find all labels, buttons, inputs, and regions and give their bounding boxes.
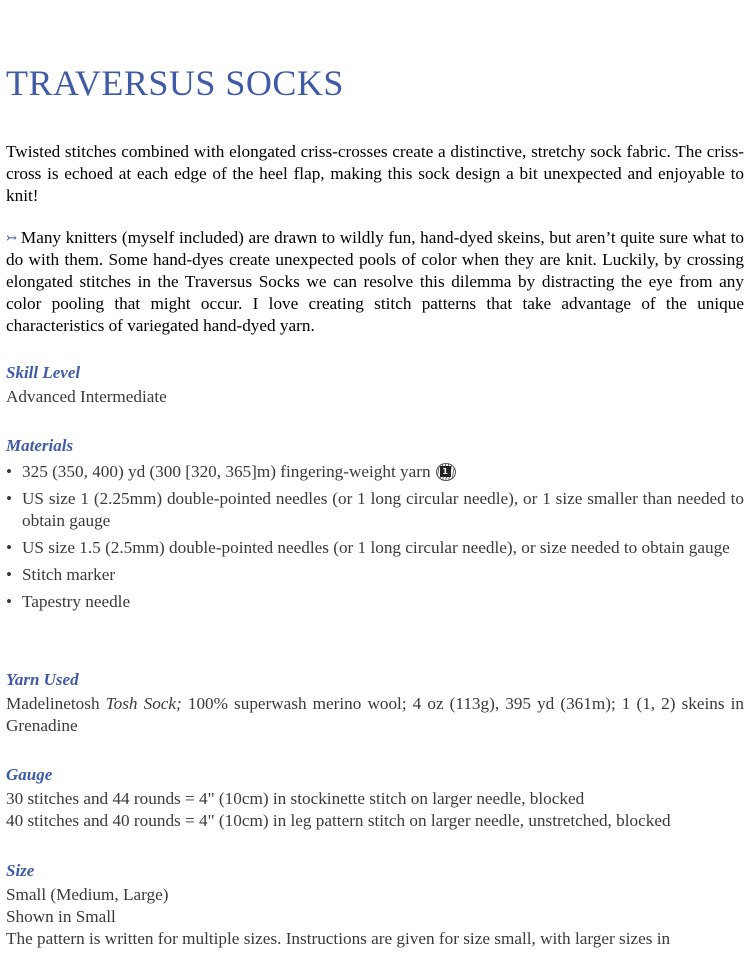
bullet: • (6, 592, 13, 611)
materials-item-text: Stitch marker (22, 565, 116, 584)
skill-level-section (6, 362, 744, 408)
yarn-product: Tosh Sock; (105, 694, 182, 713)
bullet: • (6, 489, 13, 508)
gauge-section (6, 764, 744, 832)
yarn-details: 100% superwash merino wool; 4 oz (113g), 395 yd (361m); 1 (1, 2) skeins in Grenadine (6, 694, 745, 735)
gauge-text (6, 788, 744, 832)
intro-text (6, 141, 744, 357)
yarn-brand: Madelinetosh (6, 694, 100, 713)
materials-section (6, 435, 744, 618)
size-line-shown: Shown in Small (6, 907, 116, 926)
materials-item-yarn (6, 461, 744, 483)
gauge-line-stockinette: 30 stitches and 44 rounds = 4" (10cm) in stockinette stitch on larger needle, blocked (6, 789, 585, 808)
arrow-icon: ↣ (6, 230, 17, 245)
gauge-line-leg-pattern: 40 stitches and 40 rounds = 4" (10cm) in leg pattern stitch on larger needle, unstretched, blocked (6, 811, 671, 830)
yarn-used-section (6, 669, 744, 737)
gauge-heading: Gauge (6, 765, 53, 784)
skill-level-heading: Skill Level (6, 363, 81, 382)
materials-item-text: Tapestry needle (22, 592, 131, 611)
skill-level-value: Advanced Intermediate (6, 387, 167, 406)
intro-paragraph-1: Twisted stitches combined with elongated criss-crosses create a distinctive, stretchy sock fabric. The criss-cross is echoed at each edge of the heel flap, making this sock design a bit unexpected and enjoyable to knit! (6, 142, 744, 205)
materials-item-stitch-marker (6, 564, 744, 586)
yarn-weight-number: 1 (440, 466, 451, 477)
intro-paragraph-2 (6, 227, 744, 337)
materials-list (6, 461, 744, 613)
size-section (6, 860, 744, 950)
size-text (6, 884, 744, 950)
materials-item-small-needles (6, 488, 744, 532)
size-line-sizes: Small (Medium, Large) (6, 885, 169, 904)
bullet: • (6, 565, 13, 584)
intro-paragraph-2-text: Many knitters (myself included) are drawn to wildly fun, hand-dyed skeins, but aren’t quite sure what to do with them. Some hand-dyes create unexpected pools of color when they are knit. Luckily, by crossing elongated stitches in the Traversus Socks we can resolve this dilemma by distracting the eye from any color pooling that might occur. I love creating stitch patterns that take advantage of the unique characteristics of variegated hand-dyed yarn. (6, 228, 744, 335)
materials-item-text: US size 1.5 (2.5mm) double-pointed needles (or 1 long circular needle), or size needed to obtain gauge (22, 538, 730, 557)
materials-item-text: 325 (350, 400) yd (300 [320, 365]m) fingering-weight yarn (22, 462, 431, 481)
bullet: • (6, 538, 13, 557)
size-line-note: The pattern is written for multiple sizes. Instructions are given for size small, with larger sizes in (6, 929, 671, 948)
size-heading: Size (6, 861, 35, 880)
materials-heading: Materials (6, 436, 74, 455)
materials-item-tapestry-needle (6, 591, 744, 613)
bullet: • (6, 462, 13, 481)
materials-item-large-needles (6, 537, 744, 559)
yarn-used-heading: Yarn Used (6, 670, 79, 689)
yarn-used-text (6, 693, 744, 737)
materials-item-text: US size 1 (2.25mm) double-pointed needles (or 1 long circular needle), or 1 size smaller than needed to obtain gauge (22, 489, 744, 530)
page-title: TRAVERSUS SOCKS (6, 63, 344, 103)
yarn-weight-icon (433, 462, 457, 480)
